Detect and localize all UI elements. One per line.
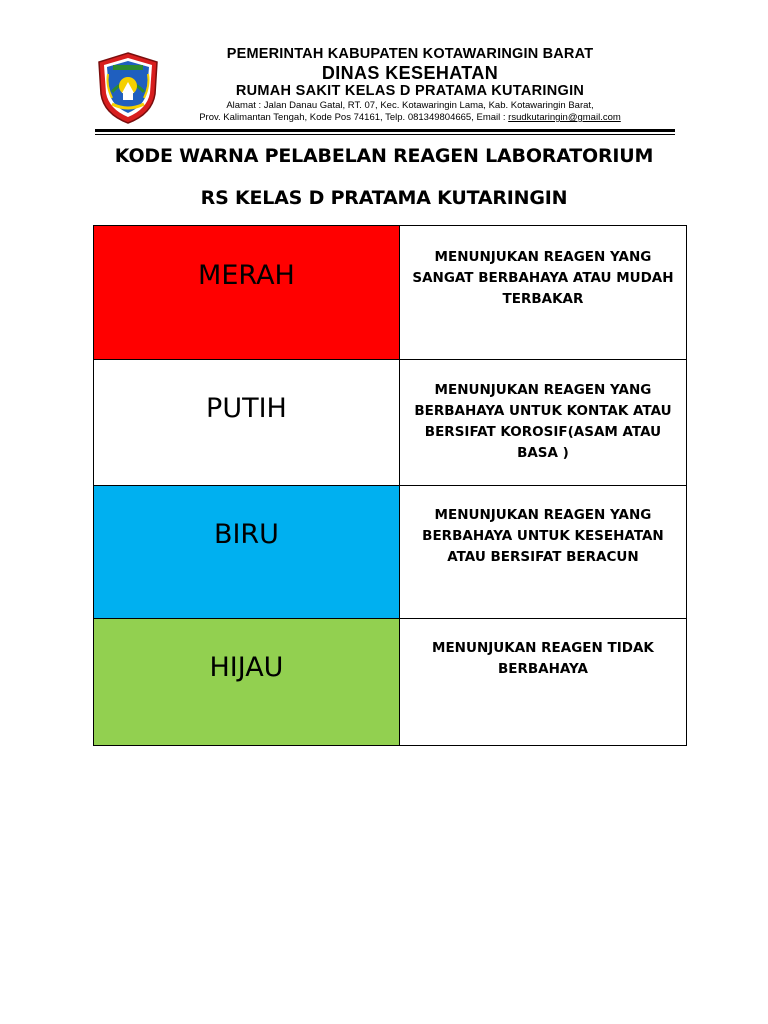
color-code-row-green	[94, 619, 687, 746]
color-code-table	[93, 225, 687, 746]
address-line-2	[170, 112, 650, 124]
document-title: KODE WARNA PELABELAN REAGEN LABORATORIUM	[114, 145, 654, 167]
color-name-red: MERAH	[198, 260, 295, 291]
color-code-row-white	[94, 360, 687, 486]
address-contact: Prov. Kalimantan Tengah, Kode Pos 74161, Telp. 081349804665, Email :	[199, 112, 509, 123]
color-description-blue	[399, 486, 686, 619]
color-code-row-red	[94, 226, 687, 360]
document-subtitle: RS KELAS D PRATAMA KUTARINGIN	[200, 187, 568, 209]
color-code-row-blue	[94, 486, 687, 619]
description-text-white: MENUNJUKAN REAGEN YANG BERBAHAYA UNTUK KONTAK ATAU BERSIFAT KOROSIF(ASAM ATAU BASA )	[414, 382, 672, 461]
address-line-1: Alamat : Jalan Danau Gatal, RT. 07, Kec. Kotawaringin Lama, Kab. Kotawaringin Barat,	[226, 100, 594, 111]
color-name-blue: BIRU	[213, 519, 279, 550]
description-text-green: MENUNJUKAN REAGEN TIDAK BERBAHAYA	[432, 640, 654, 677]
color-description-green	[399, 619, 686, 746]
color-name-white: PUTIH	[206, 393, 287, 424]
color-description-white	[399, 360, 686, 486]
government-name: PEMERINTAH KABUPATEN KOTAWARINGIN BARAT	[226, 46, 594, 62]
letterhead-divider-thick	[95, 129, 675, 132]
color-swatch-blue	[94, 486, 400, 619]
department-name: DINAS KESEHATAN	[321, 63, 499, 83]
description-text-blue: MENUNJUKAN REAGEN YANG BERBAHAYA UNTUK KESEHATAN ATAU BERSIFAT BERACUN	[422, 507, 664, 565]
color-description-red	[399, 226, 686, 360]
color-name-green: HIJAU	[209, 652, 284, 683]
letterhead	[170, 46, 650, 124]
color-swatch-green	[94, 619, 400, 746]
description-text-red: MENUNJUKAN REAGEN YANG SANGAT BERBAHAYA ATAU MUDAH TERBAKAR	[412, 249, 674, 307]
letterhead-divider-thin	[95, 134, 675, 135]
hospital-name: RUMAH SAKIT KELAS D PRATAMA KUTARINGIN	[235, 83, 585, 99]
regency-coat-of-arms-icon	[96, 52, 160, 124]
color-swatch-red	[94, 226, 400, 360]
email-link[interactable]: rsudkutaringin@gmail.com	[508, 112, 621, 123]
color-swatch-white	[94, 360, 400, 486]
